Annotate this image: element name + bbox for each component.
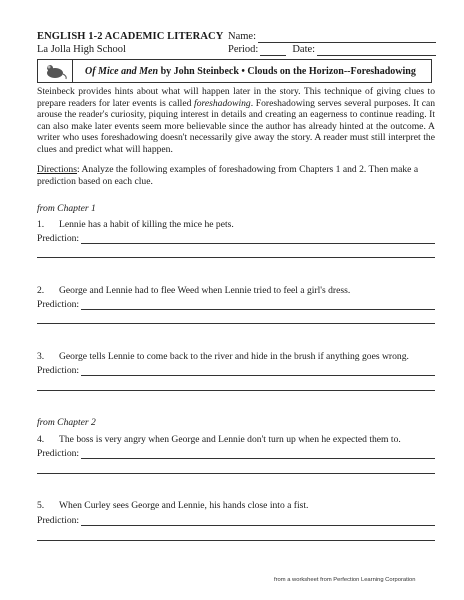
- footer-credit: from a worksheet from Perfection Learning Corporation: [274, 577, 416, 583]
- clue-text: George and Lennie had to flee Weed when Lennie tried to feel a girl's dress.: [59, 285, 351, 296]
- date-blank[interactable]: [317, 45, 436, 56]
- chapter-1-heading: from Chapter 1: [37, 203, 96, 214]
- school-name: La Jolla High School: [37, 44, 126, 55]
- book-title: Of Mice and Men: [85, 65, 159, 77]
- date-label: Date:: [292, 44, 316, 55]
- period-date-row: [228, 43, 436, 56]
- prediction-label: Prediction:: [37, 448, 80, 459]
- prediction-blank[interactable]: [81, 234, 435, 244]
- clue-text: When Curley sees George and Lennie, his hands close into a fist.: [59, 500, 309, 511]
- header-right: [228, 30, 436, 56]
- clue-number: 4.: [37, 434, 45, 445]
- prediction-row: [37, 233, 435, 244]
- prediction-row: [37, 299, 435, 310]
- banner-subtitle: by John Steinbeck • Clouds on the Horizon--Foreshadowing: [158, 65, 416, 77]
- banner-title: [73, 66, 416, 77]
- name-label: Name:: [228, 31, 256, 42]
- mouse-icon: [38, 60, 73, 82]
- clue-number: 1.: [37, 219, 45, 230]
- directions-text: : Analyze the following examples of foreshadowing from Chapters 1 and 2. Then make a prediction based on each clue.: [37, 164, 419, 187]
- answer-line[interactable]: [37, 473, 435, 474]
- directions: [37, 164, 435, 187]
- prediction-blank[interactable]: [81, 300, 435, 310]
- clue-item: [37, 219, 435, 230]
- intro-paragraph: [37, 86, 435, 156]
- prediction-blank[interactable]: [81, 449, 435, 459]
- intro-text-1: Steinbeck provides hints about what will happen later in the story. This technique of giving clues to prepare readers for later events is called: [37, 86, 435, 109]
- prediction-row: [37, 448, 435, 459]
- prediction-blank[interactable]: [81, 366, 435, 376]
- intro-text-2: . Foreshadowing serves several purposes. It can arouse the reader's curiosity, piquing interest in details and creating an eagerness to continue reading. It can also make later events seem more believable since the author has already hinted at the outcome. A writer who uses foreshadowing doesn't necessarily give away the story. A reader must still interpret the clues and predict what will happen.: [37, 97, 436, 155]
- clue-item: [37, 500, 435, 511]
- clue-number: 3.: [37, 351, 45, 362]
- title-banner: [37, 59, 432, 83]
- directions-label: Directions: [37, 164, 77, 175]
- name-row: [228, 30, 436, 43]
- clue-item: [37, 351, 435, 362]
- name-blank[interactable]: [258, 32, 436, 43]
- clue-number: 5.: [37, 500, 45, 511]
- clue-text: Lennie has a habit of killing the mice he pets.: [59, 219, 234, 230]
- answer-line[interactable]: [37, 323, 435, 324]
- period-blank[interactable]: [260, 45, 286, 56]
- clue-text: The boss is very angry when George and Lennie don't turn up when he expected them to.: [59, 434, 401, 445]
- prediction-row: [37, 515, 435, 526]
- period-label: Period:: [228, 44, 259, 55]
- prediction-label: Prediction:: [37, 299, 80, 310]
- clue-number: 2.: [37, 285, 45, 296]
- intro-term: foreshadowing: [194, 97, 251, 109]
- course-title: ENGLISH 1-2 ACADEMIC LITERACY: [37, 31, 224, 42]
- prediction-label: Prediction:: [37, 365, 80, 376]
- prediction-label: Prediction:: [37, 233, 80, 244]
- chapter-2-heading: from Chapter 2: [37, 417, 96, 428]
- answer-line[interactable]: [37, 540, 435, 541]
- prediction-label: Prediction:: [37, 515, 80, 526]
- clue-text: George tells Lennie to come back to the river and hide in the brush if anything goes wrong.: [59, 351, 409, 362]
- header-left: [37, 30, 223, 56]
- prediction-blank[interactable]: [81, 516, 435, 526]
- answer-line[interactable]: [37, 257, 435, 258]
- prediction-row: [37, 365, 435, 376]
- clue-item: [37, 434, 435, 445]
- clue-item: [37, 285, 435, 296]
- answer-line[interactable]: [37, 390, 435, 391]
